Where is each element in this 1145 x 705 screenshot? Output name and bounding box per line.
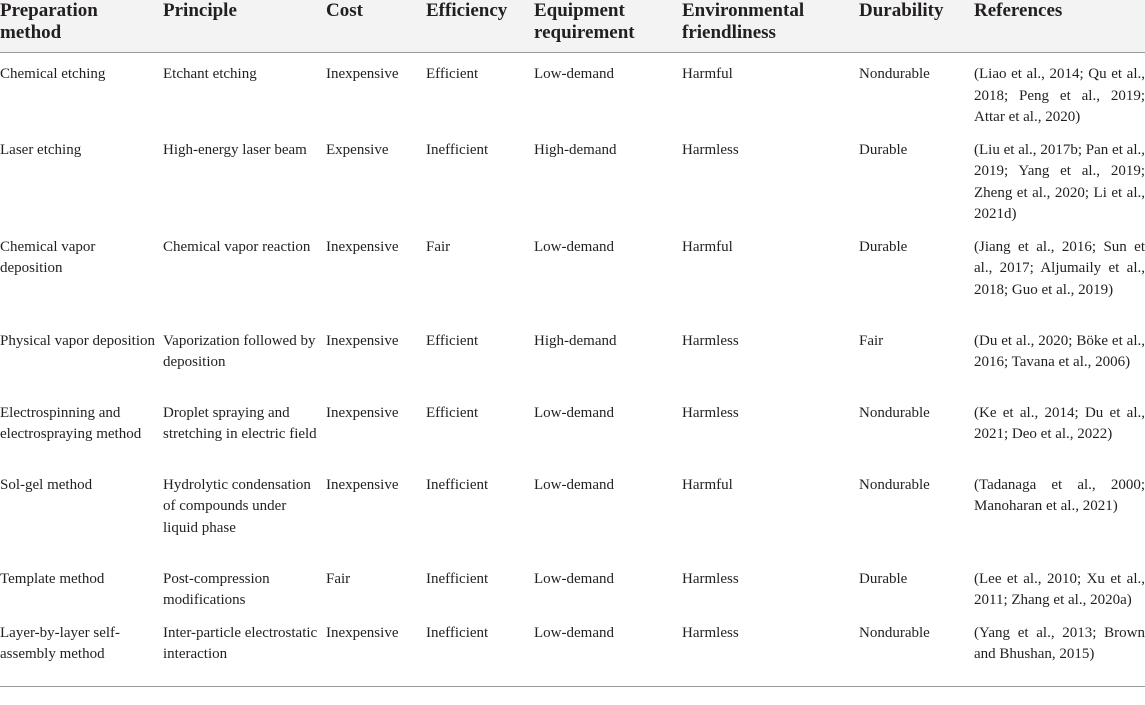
cell-efficiency: Fair: [426, 238, 451, 255]
cell-equipment: Low-demand: [534, 238, 614, 255]
table-row: [0, 464, 1145, 558]
cell-references: (Jiang et al., 2016; Sun et al., 2017; Aljumaily et al., 2018; Guo et al., 2019): [974, 238, 1145, 298]
cell-efficiency: Inefficient: [426, 612, 534, 687]
cell-efficiency: Inefficient: [426, 570, 489, 587]
cell-cost: Inexpensive: [326, 612, 426, 687]
cell-cost: Inexpensive: [326, 238, 399, 255]
cell-environment: Harmless: [682, 141, 739, 158]
cell-principle: Vaporization followed by deposition: [163, 332, 316, 370]
cell-principle: Hydrolytic condensation of compounds under liquid phase: [163, 476, 311, 536]
cell-environment: Harmful: [682, 238, 733, 255]
cell-cost: Inexpensive: [326, 404, 399, 421]
cell-principle: Droplet spraying and stretching in electric field: [163, 404, 317, 442]
table-body: [0, 53, 1145, 687]
cell-environment: Harmless: [682, 570, 739, 587]
header-efficiency: Efficiency: [426, 0, 534, 53]
cell-environment: Harmful: [682, 476, 733, 493]
cell-references: (Liu et al., 2017b; Pan et al., 2019; Yang et al., 2019; Zheng et al., 2020; Li et al., 2021d): [974, 141, 1145, 222]
cell-equipment: Low-demand: [534, 66, 614, 82]
cell-method: Chemical etching: [0, 66, 106, 82]
cell-references: (Yang et al., 2013; Brown and Bhushan, 2015): [974, 612, 1145, 687]
cell-efficiency: Efficient: [426, 66, 479, 82]
cell-efficiency: Efficient: [426, 332, 479, 349]
cell-environment: Harmless: [682, 332, 739, 349]
table-row: [0, 320, 1145, 392]
cell-durability: Nondurable: [859, 476, 930, 493]
cell-environment: Harmless: [682, 612, 859, 687]
cell-cost: Inexpensive: [326, 332, 399, 349]
table-row: [0, 226, 1145, 320]
cell-environment: Harmful: [682, 66, 733, 82]
cell-references: (Ke et al., 2014; Du et al., 2021; Deo et al., 2022): [974, 404, 1145, 442]
cell-durability: Nondurable: [859, 404, 930, 421]
cell-cost: Fair: [326, 570, 351, 587]
cell-method: Sol-gel method: [0, 476, 93, 493]
cell-equipment: High-demand: [534, 332, 617, 349]
header-principle: Principle: [163, 0, 326, 53]
cell-references: (Du et al., 2020; Böke et al., 2016; Tavana et al., 2006): [974, 332, 1145, 370]
cell-method: Laser etching: [0, 141, 82, 158]
cell-efficiency: Efficient: [426, 404, 479, 421]
cell-principle: Post-compression modifications: [163, 570, 270, 608]
cell-durability: Durable: [859, 570, 908, 587]
cell-equipment: High-demand: [534, 141, 617, 158]
table-header: [0, 0, 1145, 53]
cell-principle: Chemical vapor reaction: [163, 238, 311, 255]
cell-method: Chemical vapor deposition: [0, 238, 96, 276]
table-row: [0, 558, 1145, 612]
cell-durability: Durable: [859, 238, 908, 255]
cell-equipment: Low-demand: [534, 404, 614, 421]
header-environmental-friendliness: Environmental friendliness: [682, 0, 859, 53]
cell-references: (Lee et al., 2010; Xu et al., 2011; Zhang et al., 2020a): [974, 570, 1145, 608]
cell-equipment: Low-demand: [534, 570, 614, 587]
cell-durability: Durable: [859, 141, 908, 158]
header-equipment-requirement: Equipment requirement: [534, 0, 682, 53]
cell-method: Electrospinning and electrospraying method: [0, 404, 142, 442]
header-row: [0, 0, 1145, 53]
header-preparation-method: Preparation method: [0, 0, 163, 53]
header-durability: Durability: [859, 0, 974, 53]
cell-principle: Etchant etching: [163, 66, 257, 82]
cell-references: (Liao et al., 2014; Qu et al., 2018; Peng et al., 2019; Attar et al., 2020): [974, 66, 1145, 125]
cell-environment: Harmless: [682, 404, 739, 421]
cell-durability: Nondurable: [859, 612, 974, 687]
table-row: [0, 129, 1145, 226]
table-row: [0, 392, 1145, 464]
cell-references: (Tadanaga et al., 2000; Manoharan et al., 2021): [974, 476, 1145, 514]
cell-method: Physical vapor deposition: [0, 332, 155, 349]
cell-efficiency: Inefficient: [426, 476, 489, 493]
cell-principle: High-energy laser beam: [163, 141, 307, 158]
cell-durability: Nondurable: [859, 66, 930, 82]
cell-cost: Inexpensive: [326, 66, 399, 82]
cell-efficiency: Inefficient: [426, 141, 489, 158]
table-row: [0, 53, 1145, 129]
cell-method: Layer-by-layer self-assembly method: [0, 612, 163, 687]
header-references: References: [974, 0, 1145, 53]
cell-cost: Inexpensive: [326, 476, 399, 493]
cell-method: Template method: [0, 570, 105, 587]
cell-durability: Fair: [859, 332, 884, 349]
cell-cost: Expensive: [326, 141, 389, 158]
cell-principle: Inter-particle electrostatic interaction: [163, 612, 326, 687]
table-row: [0, 612, 1145, 687]
header-cost: Cost: [326, 0, 426, 53]
cell-equipment: Low-demand: [534, 612, 682, 687]
cell-equipment: Low-demand: [534, 476, 614, 493]
